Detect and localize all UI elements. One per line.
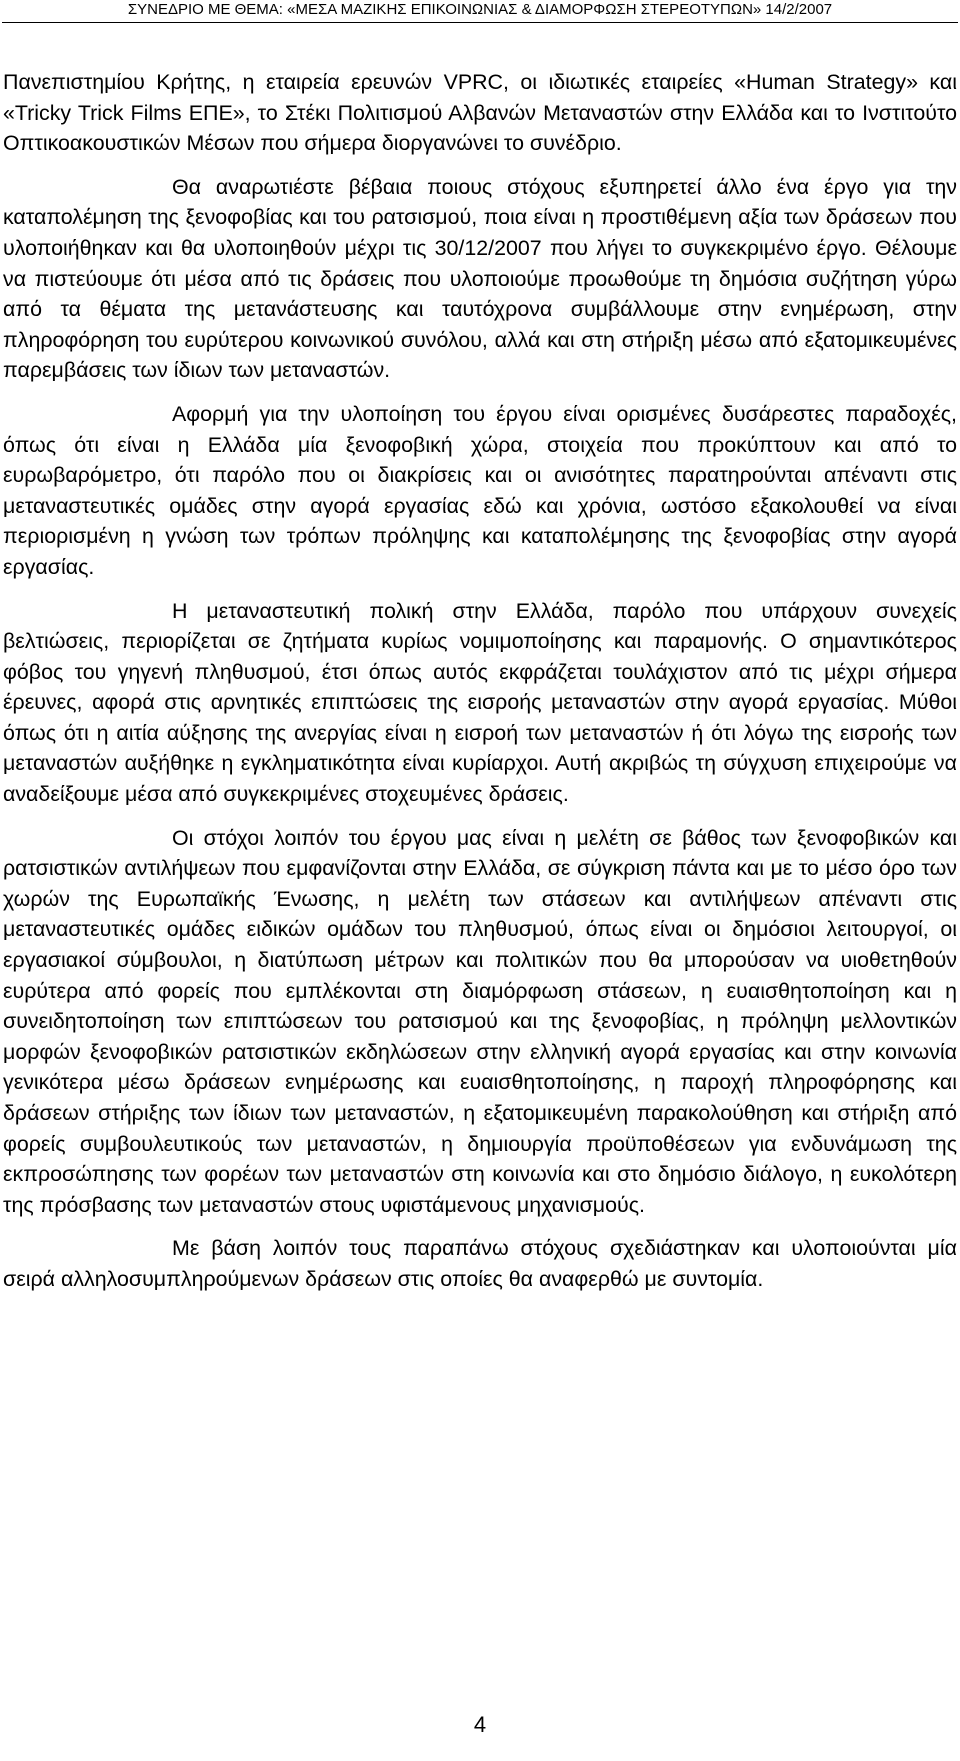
page-number: 4 (473, 1712, 487, 1737)
paragraph-6: Με βάση λοιπόν τους παραπάνω στόχους σχεδιάστηκαν και υλοποιούνται μία σειρά αλληλοσυμπληρούμενων δράσεων στις οποίες θα αναφερθώ με συντομία. (3, 1236, 957, 1291)
page-header: ΣΥΝΕΔΡΙΟ ΜΕ ΘΕΜΑ: «ΜΕΣΑ ΜΑΖΙΚΗΣ ΕΠΙΚΟΙΝΩΝΙΑΣ & ΔΙΑΜΟΡΦΩΣΗ ΣΤΕΡΕΟΤΥΠΩΝ» 14/2/2007 (127, 1, 833, 18)
paragraph-1: Πανεπιστημίου Κρήτης, η εταιρεία ερευνών VPRC, οι ιδιωτικές εταιρείες «Human Strategy» και «Tricky Trick Films ΕΠΕ», το Στέκι Πολιτισμού Αλβανών Μεταναστών στην Ελλάδα και το Ινστιτούτο Οπτικοακουστικών Μέσων που σήμερα διοργανώνει το συνέδριο. (3, 70, 957, 156)
document-body (3, 67, 957, 1295)
paragraph-2: Θα αναρωτιέστε βέβαια ποιους στόχους εξυπηρετεί άλλο ένα έργο για την καταπολέμηση της ξενοφοβίας και του ρατσισμού, ποια είναι η προστιθέμενη αξία των δράσεων που υλοποιήθηκαν και θα υλοποιηθούν μέχρι τις 30/12/2007 που λήγει το συγκεκριμένο έργο. Θέλουμε να πιστεύουμε ότι μέσα από τις δράσεις που υλοποιούμε προωθούμε τη δημόσια συζήτηση γύρω από τα θέματα της μετανάστευσης και ταυτόχρονα συμβάλλουμε στην ενημέρωση, στην πληροφόρηση του ευρύτερου κοινωνικού συνόλου, αλλά και στη στήριξη μέσω από εξατομικευμένες παρεμβάσεις των ίδιων των μεταναστών. (3, 174, 957, 383)
paragraph-5: Οι στόχοι λοιπόν του έργου μας είναι η μελέτη σε βάθος των ξενοφοβικών και ρατσιστικών αντιλήψεων που εμφανίζονται στην Ελλάδα, σε σύγκριση πάντα και με το μέσο όρο των χωρών της Ευρωπαϊκής Ένωσης, η μελέτη των στάσεων και αντιλήψεων απέναντι στις μεταναστευτικές ομάδες ειδικών ομάδων του πληθυσμού, όπως είναι οι δημόσιοι λειτουργοί, οι εργασιακοί σύμβουλοι, η διατύπωση μέτρων και πολιτικών που θα μπορούσαν να υιοθετηθούν ευρύτερα από φορείς που εμπλέκονται στη διαμόρφωση στάσεων, η ευαισθητοποίηση και η συνειδητοποίηση των επιπτώσεων του ρατσισμού και της ξενοφοβίας, η πρόληψη μελλοντικών μορφών ξενοφοβικών ρατσιστικών εκδηλώσεων στην ελληνική αγορά εργασίας και στην κοινωνία γενικότερα μέσω δράσεων ενημέρωσης και ευαισθητοποίησης, η παροχή πληροφόρησης και δράσεων στήριξης των ίδιων των μεταναστών, η εξατομικευμένη παρακολούθηση και στήριξη από φορείς συμβουλευτικούς των μεταναστών, η δημιουργία προϋποθέσεων για ενδυνάμωση της εκπροσώπησης των φορέων των μεταναστών στη κοινωνία και στο δημόσιο διάλογο, η ευκολότερη της πρόσβασης των μεταναστών στους υφιστάμενους μηχανισμούς. (3, 825, 957, 1217)
paragraph-3: Αφορμή για την υλοποίηση του έργου είναι ορισμένες δυσάρεστες παραδοχές, όπως ότι είναι η Ελλάδα μία ξενοφοβική χώρα, στοιχεία που προκύπτουν και από το ευρωβαρόμετρο, ότι παρόλο που οι διακρίσεις και οι ανισότητες παρατηρούνται απέναντι στις μεταναστευτικές ομάδες στην αγορά εργασίας εδώ και χρόνια, ωστόσο εξακολουθεί να είναι περιορισμένη η γνώση των τρόπων πρόληψης και καταπολέμησης της ξενοφοβίας στην αγορά εργασίας. (3, 401, 957, 579)
paragraph-4: Η μεταναστευτική πολική στην Ελλάδα, παρόλο που υπάρχουν συνεχείς βελτιώσεις, περιορίζεται σε ζητήματα κυρίως νομιμοποίησης και παραμονής. Ο σημαντικότερος φόβος του γηγενή πληθυσμού, έτσι όπως αυτός εκφράζεται τουλάχιστον από τις μέχρι σήμερα έρευνες, αφορά στις αρνητικές επιπτώσεις της εισροής μεταναστών στην αγορά εργασίας. Μύθοι όπως ότι η αιτία αύξησης της ανεργίας είναι η εισροή των μεταναστών ή ότι λόγω της εισροής των μεταναστών αυξήθηκε η εγκληματικότητα είναι κυρίαρχοι. Αυτή ακριβώς τη σύγχυση επιχειρούμε να αναδείξουμε μέσα από συγκεκριμένες στοχευμένες δράσεις. (3, 598, 957, 807)
header-rule (2, 22, 958, 23)
